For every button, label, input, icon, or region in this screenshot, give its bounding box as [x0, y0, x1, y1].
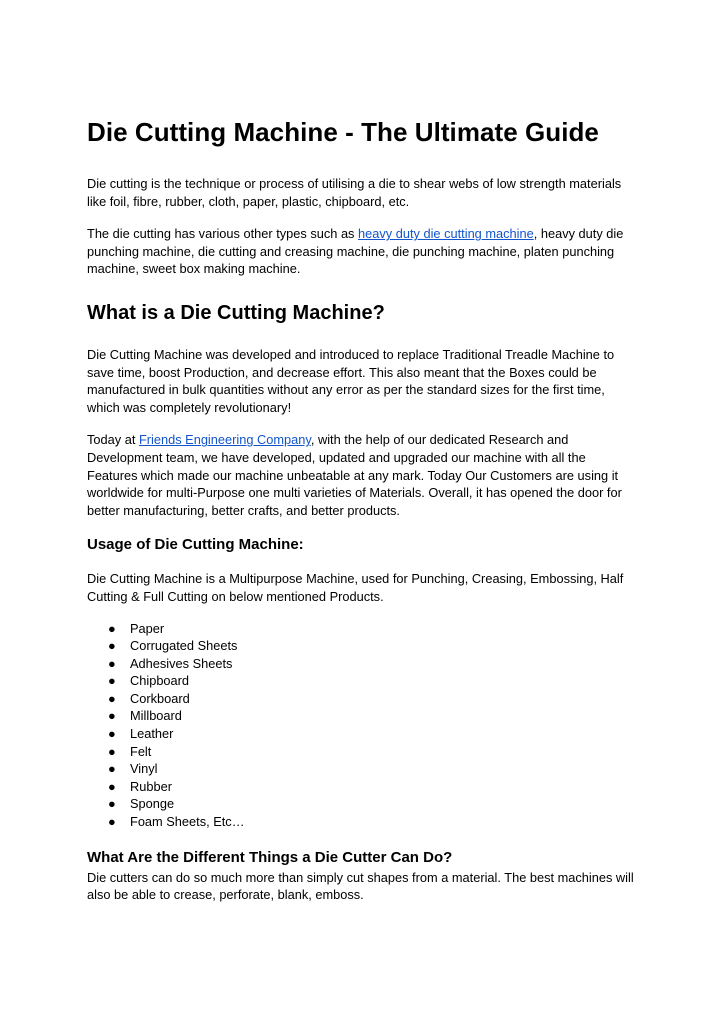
die-cutter-paragraph: Die cutters can do so much more than simply cut shapes from a material. The best machines will also be able to crease, perforate, blank, emboss.: [87, 869, 634, 903]
bullet-icon: ●: [108, 690, 116, 706]
friends-engineering-paragraph: [87, 431, 637, 519]
list-item: [87, 813, 637, 831]
list-item-label: Sponge: [130, 796, 175, 812]
bullet-icon: ●: [108, 814, 116, 830]
types-text-before: The die cutting has various other types such as: [87, 226, 359, 242]
what-is-paragraph: Die Cutting Machine was developed and introduced to replace Traditional Treadle Machine to save time, boost Production, and decrease effort. This also meant that the Boxes could be manufactured in bulk quantities without any error as per the standard sizes for the first time, which was completely revolutionary!: [87, 346, 615, 415]
section-heading-usage: Usage of Die Cutting Machine:: [87, 536, 304, 554]
list-item-label: Corrugated Sheets: [130, 638, 238, 654]
intro-paragraph: Die cutting is the technique or process of utilising a die to shear webs of low strength materials like foil, fibre, rubber, cloth, paper, plastic, chipboard, etc.: [87, 176, 622, 209]
document-content: [87, 110, 637, 904]
list-item: [87, 778, 637, 796]
page-title: Die Cutting Machine - The Ultimate Guide: [87, 117, 599, 147]
bullet-icon: ●: [108, 726, 116, 742]
heavy-duty-die-cutting-machine-link[interactable]: heavy duty die cutting machine: [358, 226, 534, 242]
section-heading-die-cutter-can-do: What Are the Different Things a Die Cutter Can Do?: [87, 848, 453, 866]
list-item-label: Adhesives Sheets: [130, 655, 233, 671]
list-item-label: Leather: [130, 726, 174, 742]
products-list: [87, 620, 637, 831]
types-paragraph: [87, 225, 637, 278]
list-item: [87, 672, 637, 690]
bullet-icon: ●: [108, 655, 116, 671]
today-text-after: , with the help of our dedicated Research and Development team, we have developed, updated and upgraded our machine with all the Features which made our machine unbeatable at any mark. Today Our Customers are using it worldwide for multi-Purpose one multi varieties of Materials. Overall, it has opened the door for better manufacturing, better crafts, and better products.: [87, 432, 622, 518]
list-item-label: Corkboard: [130, 690, 190, 706]
list-item-label: Foam Sheets, Etc…: [130, 814, 245, 830]
list-item: [87, 637, 637, 655]
list-item-label: Rubber: [130, 778, 172, 794]
list-item: [87, 760, 637, 778]
list-item: [87, 743, 637, 761]
list-item: [87, 707, 637, 725]
usage-paragraph: Die Cutting Machine is a Multipurpose Machine, used for Punching, Creasing, Embossing, Half Cutting & Full Cutting on below mentioned Products.: [87, 571, 624, 604]
bullet-icon: ●: [108, 778, 116, 794]
list-item: [87, 795, 637, 813]
list-item-label: Millboard: [130, 708, 182, 724]
bullet-icon: ●: [108, 708, 116, 724]
bullet-icon: ●: [108, 673, 116, 689]
today-text-before: Today at: [87, 432, 139, 448]
bullet-icon: ●: [108, 743, 116, 759]
bullet-icon: ●: [108, 620, 116, 636]
list-item: [87, 655, 637, 673]
list-item: [87, 690, 637, 708]
types-text-after: , heavy duty die punching machine, die cutting and creasing machine, die punching machine, platen punching machine, sweet box making machine.: [87, 226, 624, 277]
bullet-icon: ●: [108, 638, 116, 654]
friends-engineering-company-link[interactable]: Friends Engineering Company: [138, 432, 311, 448]
list-item-label: Felt: [130, 743, 152, 759]
list-item: [87, 620, 637, 638]
list-item-label: Vinyl: [130, 761, 158, 777]
list-item-label: Chipboard: [130, 673, 190, 689]
list-item: [87, 725, 637, 743]
bullet-icon: ●: [108, 796, 116, 812]
bullet-icon: ●: [108, 761, 116, 777]
list-item-label: Paper: [130, 620, 165, 636]
section-heading-what-is: What is a Die Cutting Machine?: [87, 301, 385, 324]
